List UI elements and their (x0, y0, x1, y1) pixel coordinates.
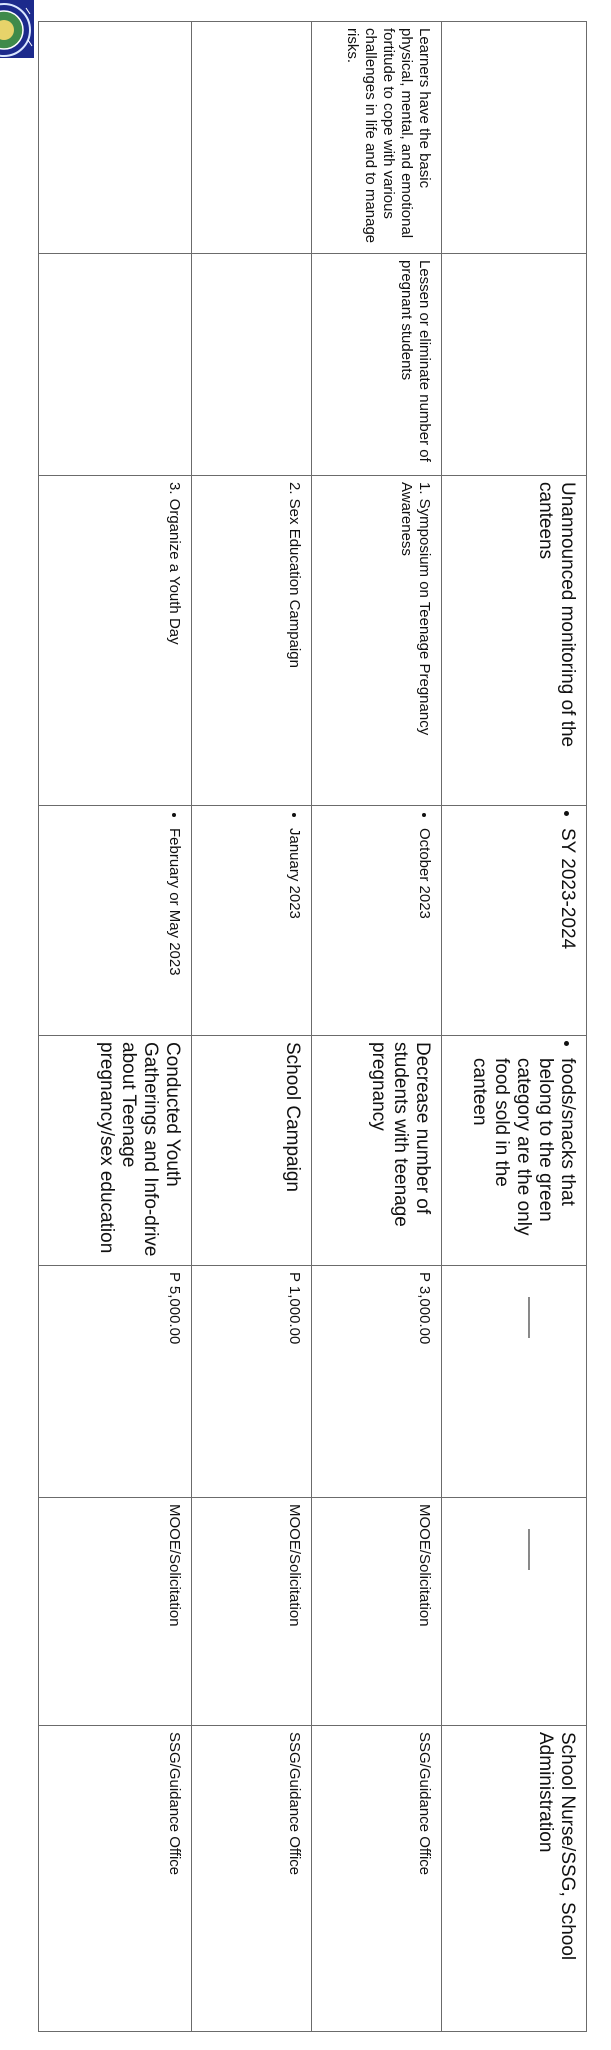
budget-dash: ——— (521, 1297, 538, 1336)
timeline-text: • February or May 2023 (165, 828, 183, 1029)
success-indicator-cell: Conducted Youth Gatherings and Info-drive about Teenage pregnancy/sex education (39, 1036, 192, 1266)
target-cell (442, 254, 587, 476)
target-cell: Lessen or eliminate number of pregnant students (312, 254, 442, 476)
source-cell (442, 1498, 587, 1726)
timeline-cell (442, 806, 587, 1036)
seal-graphic (0, 0, 34, 58)
timeline-cell (192, 806, 312, 1036)
success-indicator-cell: Decrease number of students with teenage pregnancy (312, 1036, 442, 1266)
activity-cell: 1. Symposium on Teenage Pregnancy Awareness (312, 476, 442, 806)
person-responsible-cell: SSG/Guidance Office (39, 1726, 192, 2032)
action-plan-table (38, 21, 587, 2032)
timeline-text: • SY 2023-2024 (556, 828, 578, 1029)
source-cell: MOOE/Solicitation (192, 1498, 312, 1726)
person-responsible-cell: SSG/Guidance Office (312, 1726, 442, 2032)
objective-cell (192, 22, 312, 254)
table-row (442, 22, 587, 2032)
activity-cell: 2. Sex Education Campaign (192, 476, 312, 806)
objective-cell (442, 22, 587, 254)
school-seal-icon (0, 0, 34, 58)
budget-cell: P 1,000.00 (192, 1266, 312, 1498)
table-row (192, 22, 312, 2032)
timeline-text: • October 2023 (415, 828, 433, 1029)
person-responsible-cell: School Nurse/SSG, School Administration (442, 1726, 587, 2032)
timeline-cell (39, 806, 192, 1036)
source-cell: MOOE/Solicitation (39, 1498, 192, 1726)
timeline-text: • January 2023 (285, 828, 303, 1029)
target-cell (192, 254, 312, 476)
budget-cell (442, 1266, 587, 1498)
budget-cell: P 3,000.00 (312, 1266, 442, 1498)
budget-cell: P 5,000.00 (39, 1266, 192, 1498)
objective-cell: Learners have the basic physical, mental, and emotional fortitude to cope with various challenges in life and to manage risks. (312, 22, 442, 254)
activity-cell: Unannounced monitoring of the canteens (442, 476, 587, 806)
success-indicator-cell: School Campaign (192, 1036, 312, 1266)
success-indicator-text: • foods/snacks that belong to the green category are the only food sold in the canteen (468, 1058, 578, 1259)
person-responsible-cell: SSG/Guidance Office (192, 1726, 312, 2032)
source-dash: ——— (521, 1529, 538, 1568)
table-row (312, 22, 442, 2032)
target-cell (39, 254, 192, 476)
success-indicator-cell (442, 1036, 587, 1266)
objective-cell (39, 22, 192, 254)
source-cell: MOOE/Solicitation (312, 1498, 442, 1726)
table-row (39, 22, 192, 2032)
activity-cell: 3. Organize a Youth Day (39, 476, 192, 806)
timeline-cell (312, 806, 442, 1036)
